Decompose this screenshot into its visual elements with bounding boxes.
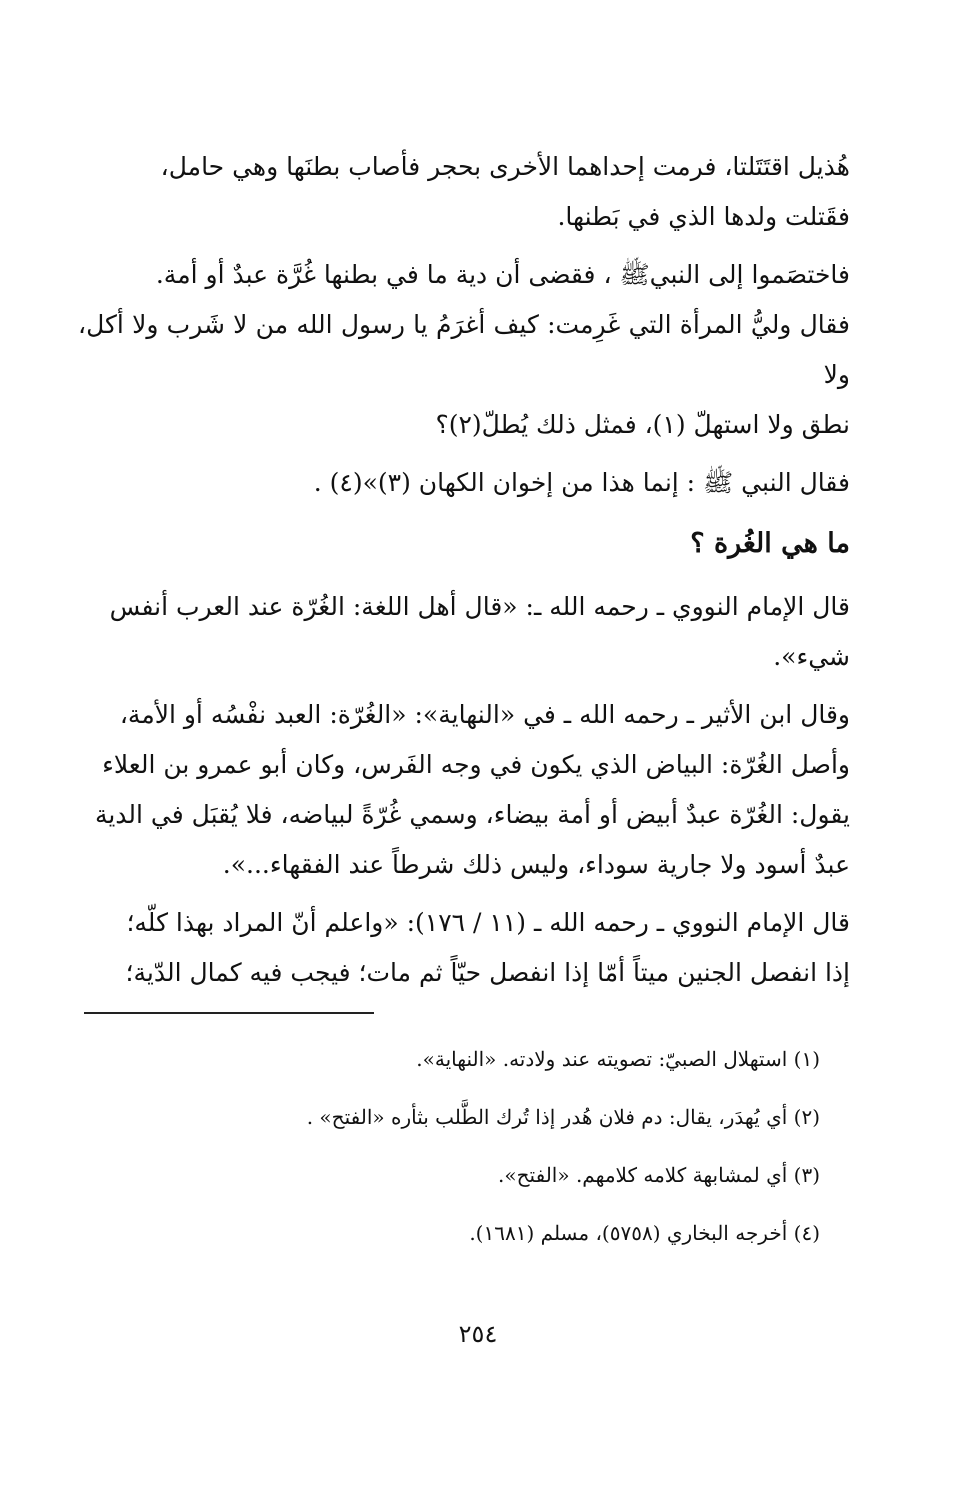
footnote: (٢) أي يُهدَر، يقال: دم فلان هُدر إذا تُرك الطَّلب بثأره «الفتح» . [306,1105,820,1129]
paragraph-ibn-athir [78,690,850,890]
text-line: وقال ابن الأثير ـ رحمه الله ـ في «النهاية»: «الغُرّة: العبد نفْسُه أو الأمة، [119,700,850,729]
paragraph-story [78,142,850,242]
text-line: قال الإمام النووي ـ رحمه الله ـ (١١ / ١٧٦): «واعلم أنّ المراد بهذا كلّه؛ [126,908,850,937]
paragraph-prophet-reply [78,458,850,508]
text-line: وأصل الغُرّة: البياض الذي يكون في وجه الفَرس، وكان أبو عمرو بن العلاء [102,750,850,779]
text-line: هُذيل اقتَتَلتا، فرمت إحداهما الأخرى بحجر فأصاب بطنَها وهي حامل، [160,152,850,181]
text-line: فاختصَموا إلى النبيﷺ ، فقضى أن دية ما في بطنها غُرَّة عبدٌ أو أمة. [155,260,850,289]
footnote: (١) استهلال الصبيّ: تصويته عند ولادته. «النهاية». [416,1047,820,1071]
text-line: فقال وليُّ المرأة التي غَرِمت: كيف أغرَمُ يا رسول الله من لا شَرب ولا أكل، ولا [78,310,850,389]
footnote: (٤) أخرجه البخاري (٥٧٥٨)، مسلم (١٦٨١). [469,1221,820,1245]
page-body [78,142,850,1262]
paragraph-nawawi-ruling [78,898,850,998]
text-line: فقَتلت ولدها الذي في بَطنها. [557,202,850,231]
paragraph-dispute [78,250,850,450]
text-line: نطق ولا استهلّ (١)، فمثل ذلك يُطلّ(٢)؟ [435,410,850,439]
footnotes-list [78,1030,850,1262]
text-line: عبدٌ أسود ولا جارية سوداء، وليس ذلك شرطاً عند الفقهاء...». [222,850,850,879]
text-line: فقال النبي ﷺ : إنما هذا من إخوان الكهان (٣)»(٤) . [313,468,850,497]
paragraph-nawawi-definition [78,582,850,682]
footnote: (٣) أي لمشابهة كلامه كلامهم. «الفتح». [498,1163,820,1187]
footnote-divider [84,1012,374,1014]
section-heading: ما هي الغُرة ؟ [690,528,850,559]
text-line: إذا انفصل الجنين ميتاً أمّا إذا انفصل حيّاً ثم مات؛ فيجب فيه كمال الدّية؛ [125,958,850,987]
text-line: شيء». [773,642,850,671]
text-line: يقول: الغُرّة عبدٌ أبيض أو أمة بيضاء، وسمي غُرّةً لبياضه، فلا يُقبَل في الدية [94,800,850,829]
text-line: قال الإمام النووي ـ رحمه الله ـ: «قال أهل اللغة: الغُرّة عند العرب أنفس [109,592,850,621]
footnote-divider-wrap [78,1012,850,1014]
page-number: ٢٥٤ [458,1320,498,1348]
